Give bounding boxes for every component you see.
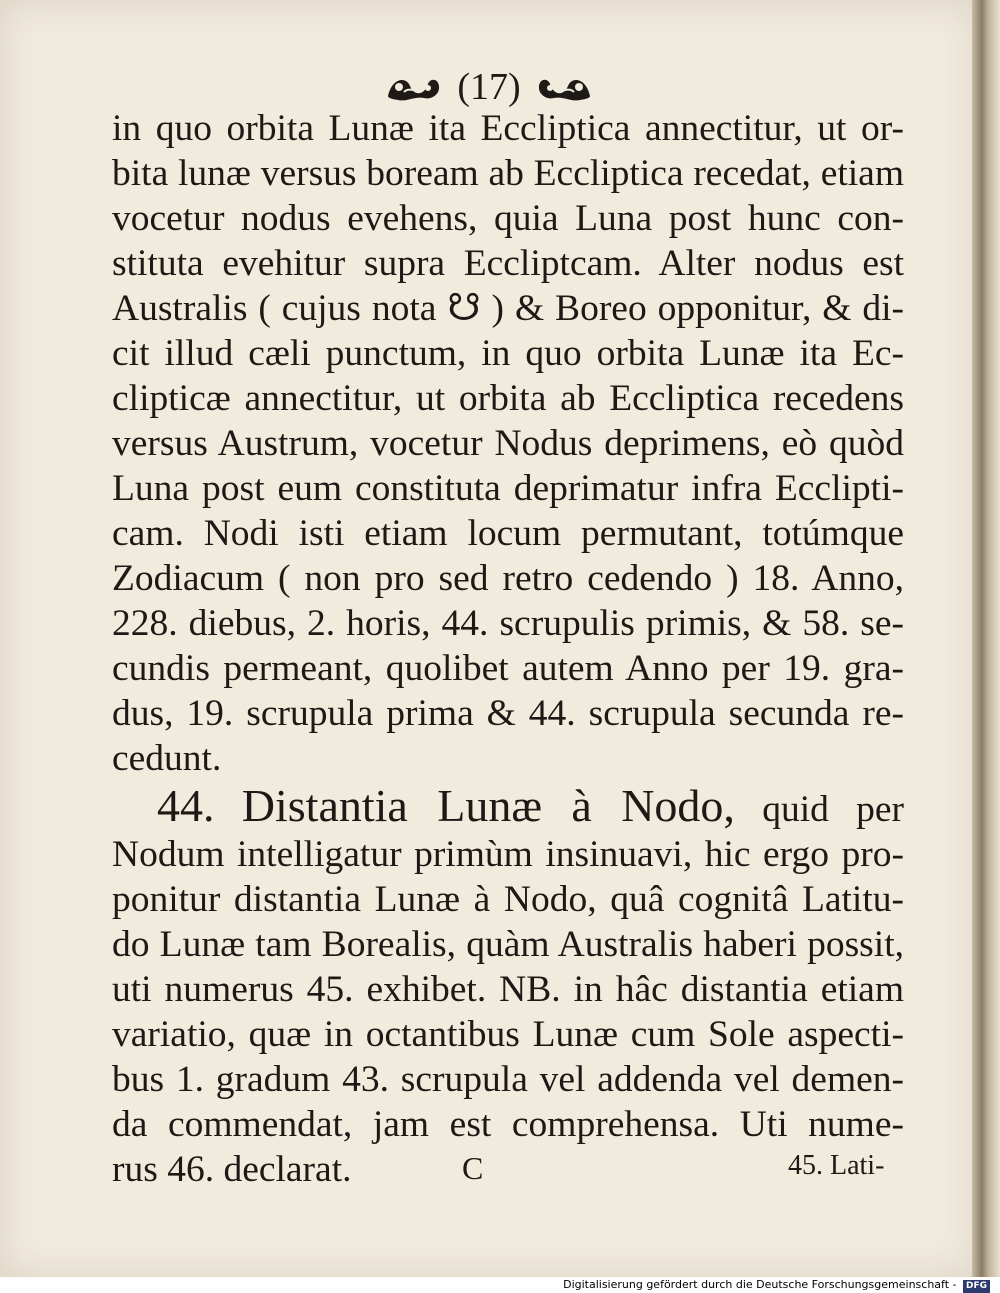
text-line: da commendat, jam est comprehensa. Uti nume- — [112, 1104, 904, 1145]
section-number: 44. — [157, 780, 215, 831]
page-text — [112, 106, 904, 1192]
right-ornament-icon — [536, 70, 594, 104]
text-line: 228. diebus, 2. horis, 44. scrupulis primis, & 58. se- — [112, 603, 904, 644]
text-line: uti numerus 45. exhibet. NB. in hâc distantia etiam — [112, 969, 904, 1010]
text-line: cedunt. — [112, 738, 222, 779]
page-number: (17) — [457, 66, 521, 109]
text-line: dus, 19. scrupula prima & 44. scrupula secunda re- — [112, 693, 904, 734]
text-line: clipticæ annectitur, ut orbita ab Eccliptica recedens — [112, 378, 904, 419]
text-line: versus Austrum, vocetur Nodus deprimens, eò quòd — [112, 423, 904, 464]
text-line: bus 1. gradum 43. scrupula vel addenda vel demen- — [112, 1059, 904, 1100]
text-line: cam. Nodi isti etiam locum permutant, totúmque — [112, 513, 904, 554]
text-line: stituta evehitur supra Eccliptcam. Alter nodus est — [112, 243, 904, 284]
text-line: cit illud cæli punctum, in quo orbita Lunæ ita Ec- — [112, 333, 904, 374]
left-ornament-icon — [384, 70, 442, 104]
catchword: 45. Lati- — [788, 1150, 885, 1181]
text-line: bita lunæ versus boream ab Eccliptica recedat, etiam — [112, 153, 904, 194]
page-header — [0, 62, 978, 112]
text-line: do Lunæ tam Borealis, quàm Australis haberi possit, — [112, 924, 904, 965]
text-line: Zodiacum ( non pro sed retro cedendo ) 18. Anno, — [112, 558, 904, 599]
section-heading: Distantia Lunæ à Nodo, — [241, 780, 735, 831]
text-line: in quo orbita Lunæ ita Eccliptica annectitur, ut or- — [112, 108, 904, 149]
text-line: rus 46. declarat. — [112, 1149, 352, 1190]
signature-mark: C — [462, 1150, 484, 1186]
text-line: Luna post eum constituta deprimatur infra Ecclipti- — [112, 468, 904, 509]
text-line: ponitur distantia Lunæ à Nodo, quâ cognitâ Latitu- — [112, 879, 904, 920]
digitization-footer — [563, 1276, 990, 1293]
dfg-logo: DFG — [963, 1280, 990, 1293]
text-line: vocetur nodus evehens, quia Luna post hunc con- — [112, 198, 904, 239]
text-line: cundis permeant, quolibet autem Anno per 19. gra- — [112, 648, 904, 689]
section-heading-rest: quid per — [762, 789, 904, 830]
text-line: variatio, quæ in octantibus Lunæ cum Sole aspecti- — [112, 1014, 904, 1055]
text-line: Nodum intelligatur primùm insinuavi, hic ergo pro- — [112, 834, 904, 875]
footer-text: Digitalisierung gefördert durch die Deutsche Forschungsgemeinschaft - — [563, 1278, 957, 1291]
section-44-heading-line — [112, 780, 904, 832]
text-line: Australis ( cujus nota ☋ ) & Boreo opponitur, & di- — [112, 288, 904, 329]
page-edge — [972, 0, 1000, 1277]
